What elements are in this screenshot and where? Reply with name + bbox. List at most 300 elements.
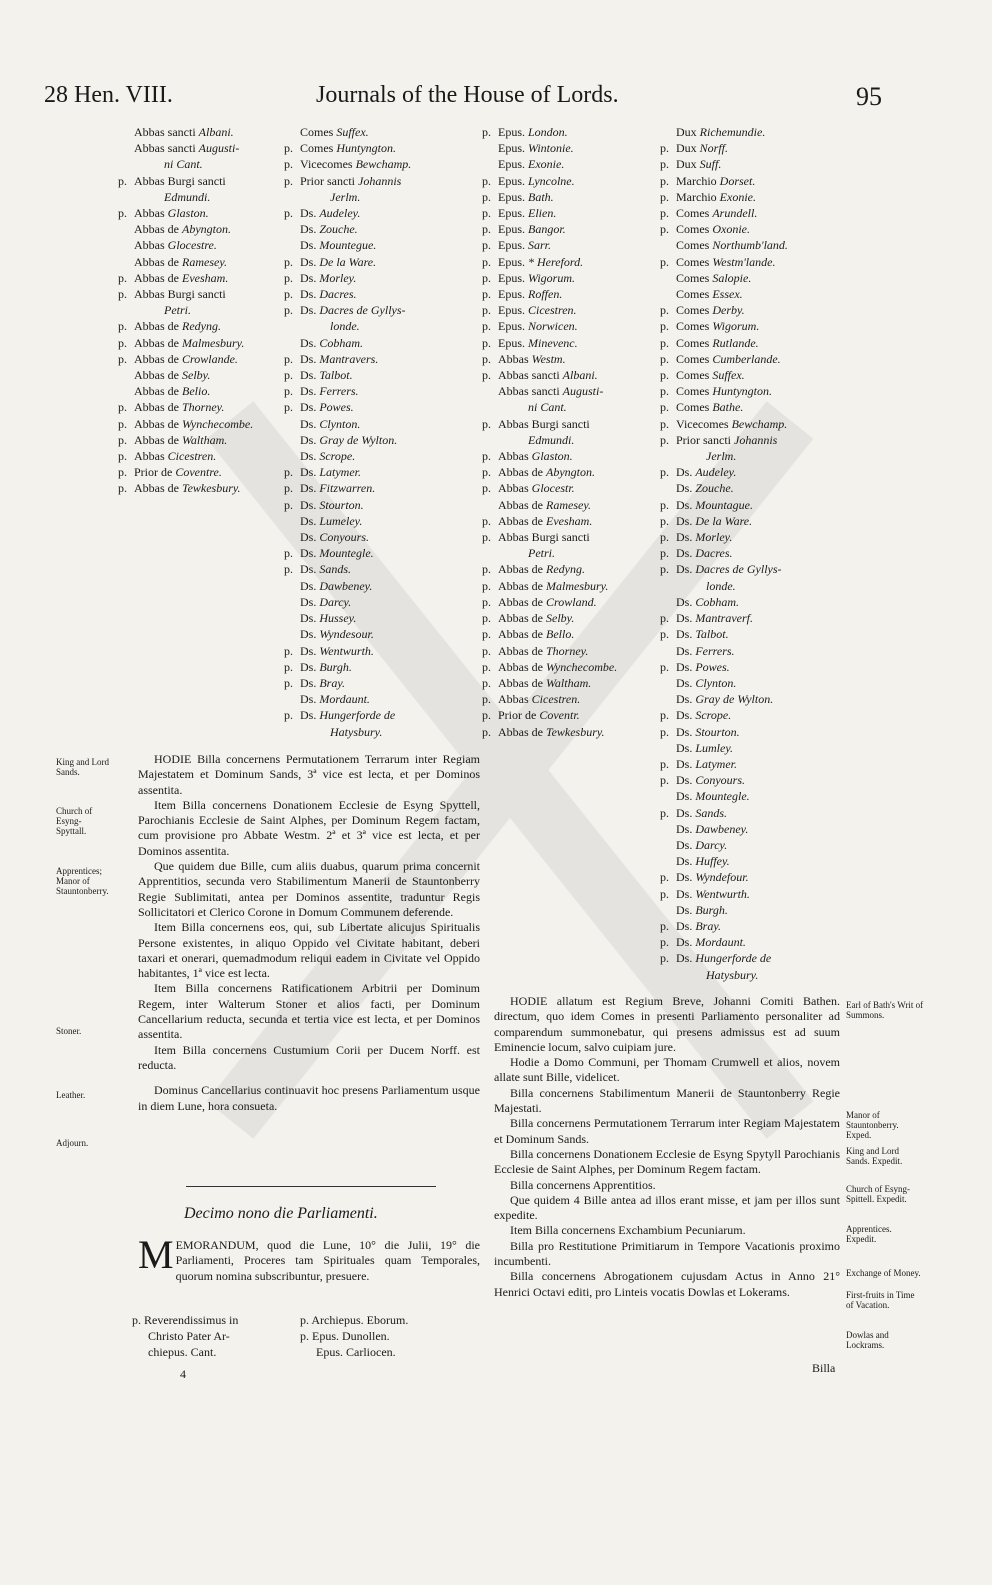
page-number: 95 (856, 82, 882, 111)
present-mark (118, 189, 134, 205)
attendee-line (118, 367, 288, 383)
attendee-line (118, 189, 288, 205)
attendee-name: Scrope. (319, 449, 356, 464)
attendee-title: Abbas de (134, 481, 182, 496)
margin-note: Apprentices; Manor of Stauntonberry. (56, 866, 109, 896)
present-mark (284, 610, 300, 626)
attendee-name: Wentwurth. (695, 886, 750, 901)
attendee-line (482, 497, 657, 513)
attendee-line (118, 124, 288, 140)
attendee-title: Dux (676, 125, 700, 139)
present-mark: p. (118, 465, 127, 480)
attendee-title: Ds. (300, 546, 320, 561)
attendee-name: Thorney. (546, 643, 589, 658)
attendee-line (660, 140, 840, 156)
attendee-line (482, 237, 657, 253)
attendee-line (660, 950, 840, 966)
present-mark (660, 691, 676, 707)
attendee-line (482, 140, 657, 156)
attendee-line (284, 643, 474, 659)
present-mark (660, 675, 676, 691)
attendee-title: Abbas sancti (134, 125, 199, 139)
attendee-title: Comes (676, 270, 713, 285)
present-mark: p. (482, 481, 491, 496)
attendee-line (482, 367, 657, 383)
present-mark: p. (482, 530, 491, 545)
attendee-title: Ds. (300, 465, 320, 480)
attendee-line (284, 124, 474, 140)
attendee-title: Abbas de (498, 724, 546, 739)
attendee-name: Bath. (528, 189, 554, 204)
attendee-title: Ds. (676, 481, 696, 496)
attendee-title: Ds. (676, 594, 696, 609)
attendee-title: Ds. (300, 675, 320, 690)
attendee-title: Abbas de (498, 578, 546, 593)
margin-note: Manor of Stauntonberry. Exped. (846, 1110, 899, 1140)
attendee-name: Powes. (695, 659, 730, 674)
margin-note: Apprentices. Expedit. (846, 1224, 892, 1244)
attendee-line (482, 578, 657, 594)
attendee-title: Ds. (300, 659, 320, 674)
attendee-line (660, 221, 840, 237)
present-mark (482, 432, 498, 448)
attendee-title: Ds. (676, 756, 696, 771)
attendee-name: Wynchecombe. (546, 659, 618, 674)
attendee-title: Comes (300, 141, 337, 156)
attendee-title: Ds. (300, 708, 320, 723)
present-mark (660, 853, 676, 869)
attendee-title: Epus. (498, 270, 528, 285)
attendee-title: Abbas de (134, 335, 182, 350)
attendee-line (482, 432, 657, 448)
present-mark: p. (660, 708, 669, 723)
attendee-title: Abbas de (498, 659, 546, 674)
present-mark: p. (660, 141, 669, 156)
present-mark: p. (660, 254, 669, 269)
attendee-name: Mantravers. (319, 351, 379, 366)
attendee-name: Bangor. (528, 222, 566, 237)
attendee-name: Mountague. (695, 497, 753, 512)
present-mark (482, 140, 498, 156)
attendee-title: Abbas (498, 692, 532, 707)
attendee-line (482, 124, 657, 140)
attendee-name: Ferrers. (695, 643, 735, 658)
attendee-title: Ds. (676, 724, 696, 739)
attendee-name: Huntyngton. (336, 141, 397, 156)
attendee-title: Ds. (676, 530, 696, 545)
present-mark (660, 124, 676, 140)
attendee-name: Essex. (712, 287, 743, 302)
attendee-line (284, 302, 474, 318)
paragraph: HODIE Billa concernens Permutationem Terrarum inter Regiam Majestatem et Dominum Sands, 3ª vice est lecta, et per Dominos assentita. (138, 752, 480, 797)
attendee-line (660, 610, 840, 626)
present-mark (660, 578, 676, 594)
paragraph: HODIE allatum est Regium Breve, Johanni Comiti Bathen. directum, quo idem Comes in presenti Parliamento personaliter ad comparendum summonebatur, qui presens admissus est ad suum Eminencie locum, salvo cuipiam jure. (494, 994, 840, 1054)
attendee-name: Cumberlande. (712, 351, 781, 366)
attendee-line (660, 335, 840, 351)
present-mark: p. (118, 319, 127, 334)
present-mark: p. (660, 368, 669, 383)
present-mark: p. (482, 675, 491, 690)
attendee-title: Abbas de (498, 594, 546, 609)
present-mark: p. (284, 368, 293, 383)
attendee-name: De la Ware. (695, 513, 753, 528)
attendee-line (660, 918, 840, 934)
paragraph: Item Billa concernens eos, qui, sub Libertate alicujus Spiritualis Persone existentes, in aliquo Oppido vel Civitate habitant, deberi taxari et onerari, quemadmodum reliqui eadem in Civitate vel Oppido habitantes, 1ª vice est lecta. (138, 920, 480, 981)
attendee-line (660, 967, 840, 983)
attendee-line (482, 545, 657, 561)
present-mark: p. (118, 335, 127, 350)
attendee-title: Epus. (498, 319, 528, 334)
attendee-line (284, 383, 474, 399)
attendee-line (118, 448, 288, 464)
attendee-line (482, 335, 657, 351)
present-mark: p. (482, 287, 491, 302)
present-mark: p. (482, 189, 491, 204)
attendee-name: Redyng. (182, 319, 221, 334)
present-mark: p. (660, 935, 669, 950)
present-mark: p. (660, 724, 669, 739)
attendee-title: Ds. (676, 513, 696, 528)
attendee-name: Zouche. (695, 481, 734, 496)
attendee-title: Ds. (676, 627, 696, 642)
attendee-name: Johannis (358, 173, 402, 188)
present-mark: p. (482, 724, 491, 739)
present-mark (482, 545, 498, 561)
present-mark: p. (482, 708, 491, 723)
attendee-line (118, 432, 288, 448)
present-mark (482, 399, 498, 415)
present-mark: p. (284, 562, 293, 577)
present-mark: p. (660, 319, 669, 334)
attendee-name: Evesham. (546, 513, 593, 528)
attendee-name: Scrope. (695, 708, 732, 723)
attendee-name: Arundell. (712, 206, 758, 221)
paragraph: Que quidem due Bille, cum aliis duabus, quarum prima concernit Apprentitios, secunda vero Stabilimentum Manerii de Stauntonberry Regie Sublimitati, antea per Dominos assentite, traduntur Regis Sollicitatori et Clerico Corone in Domum Communem deferende. (138, 859, 480, 919)
attendee-name: Norff. (699, 141, 729, 156)
right-body-text (494, 994, 840, 1300)
present-mark (660, 594, 676, 610)
attendee-title: Prior de (498, 708, 540, 723)
present-mark: p. (284, 206, 293, 221)
attendee-name: Wintonie. (528, 141, 574, 156)
present-mark: p. (482, 594, 491, 609)
present-mark: p. (482, 270, 491, 285)
present-mark: p. (118, 432, 127, 447)
attendee-line (482, 254, 657, 270)
attendee-title: Ds. (300, 351, 320, 366)
attendee-name: Oxonie. (712, 222, 750, 237)
present-mark: p. (482, 335, 491, 350)
attendee-title: Epus. (498, 287, 528, 302)
attendee-title: Abbas de (134, 270, 182, 285)
attendee-line (660, 643, 840, 659)
attendee-line (660, 561, 840, 577)
attendee-line (660, 772, 840, 788)
margin-note: Adjourn. (56, 1138, 89, 1148)
attendee-line (118, 351, 288, 367)
present-mark: p. (118, 400, 127, 415)
attendee-name: Thorney. (182, 400, 225, 415)
attendee-line (660, 513, 840, 529)
present-mark: p. (660, 886, 669, 901)
attendee-title: Ds. (676, 935, 696, 950)
attendee-line (284, 513, 474, 529)
present-mark (660, 902, 676, 918)
attendee-title: Ds. (676, 870, 696, 885)
present-mark (284, 724, 300, 740)
present-mark (660, 643, 676, 659)
margin-note: Exchange of Money. (846, 1268, 921, 1278)
attendee-title: Abbas (134, 238, 168, 253)
attendee-name: Westm. (531, 351, 566, 366)
attendee-title: Abbas de (134, 319, 182, 334)
attendee-title: Comes (676, 384, 713, 399)
attendee-title: Ds. (676, 675, 696, 690)
memorandum (138, 1232, 480, 1284)
present-mark: p. (660, 951, 669, 966)
attendee-name: Stourton. (319, 497, 364, 512)
attendee-name: Glaston. (167, 206, 209, 221)
present-mark: p. (660, 530, 669, 545)
attendee-name: Edmundi. (528, 432, 575, 447)
attendee-line (482, 189, 657, 205)
present-mark: p. (118, 449, 127, 464)
attendee-name: Wynchecombe. (182, 416, 254, 431)
attendee-name: Gray de Wylton. (695, 692, 774, 707)
attendee-name: De la Ware. (319, 254, 377, 269)
attendee-title: Abbas de (134, 384, 182, 399)
present-mark: p. (660, 400, 669, 415)
attendee-line (118, 254, 288, 270)
attendee-name: Latymer. (319, 465, 362, 480)
attendee-title: Ds. (676, 740, 696, 755)
attendee-line (660, 237, 840, 253)
list-item: p. Archiepus. Eborum. (300, 1313, 409, 1327)
attendee-title: Ds. (300, 238, 320, 253)
section-rule (186, 1186, 436, 1187)
attendee-name: Morley. (695, 530, 733, 545)
attendee-name: Cicestren. (531, 692, 581, 707)
attendee-name: Talbot. (319, 368, 353, 383)
attendee-line (660, 675, 840, 691)
present-mark: p. (482, 578, 491, 593)
attendee-name: Northumb'land. (712, 238, 788, 253)
attendee-name: Audeley. (319, 206, 361, 221)
attendee-title: Abbas de (134, 351, 182, 366)
left-body-text (138, 752, 480, 1114)
margin-note: Earl of Bath's Writ of Summons. (846, 1000, 924, 1020)
present-mark: p. (284, 643, 293, 658)
attendee-line (482, 643, 657, 659)
attendee-title: Ds. (676, 821, 696, 836)
attendee-name: Hussey. (319, 611, 357, 626)
present-mark (284, 578, 300, 594)
attendee-line (660, 821, 840, 837)
paragraph: Item Billa concernens Ratificationem Arbitrii per Dominum Regem, inter Walterum Stoner et alios facti, per Dominum Cancellarium reducta, secunda et tertia vice est lecta, et per Dominos assentita. (138, 981, 480, 1042)
attendee-title: Epus. (498, 173, 528, 188)
attendee-title: Prior de (134, 465, 176, 480)
attendee-name: Bray. (319, 675, 346, 690)
attendee-line (660, 318, 840, 334)
attendee-name: Augusti- (562, 384, 604, 399)
catchword: Billa (812, 1361, 836, 1375)
attendee-title: Ds. (676, 611, 696, 626)
attendee-name: Clynton. (319, 416, 361, 431)
attendee-title: Ds. (676, 805, 696, 820)
attendee-line (660, 724, 840, 740)
attendee-title: Epus. (498, 157, 528, 172)
attendee-title: Ds. (300, 432, 320, 447)
attendee-title: Abbas de (134, 416, 182, 431)
attendee-name: Dawbeney. (319, 578, 373, 593)
attendee-name: Glocestr. (531, 481, 575, 496)
attendee-title: Ds. (300, 222, 320, 237)
attendee-line (482, 610, 657, 626)
attendee-line (660, 869, 840, 885)
attendee-name: Darcy. (319, 594, 352, 609)
attendee-line (660, 886, 840, 902)
attendee-title: Ds. (300, 481, 320, 496)
list-item: chiepus. Cant. (148, 1345, 217, 1360)
attendee-name: Dacres de Gyllys- (319, 303, 406, 318)
attendee-line (284, 140, 474, 156)
attendee-name: Albani. (198, 125, 234, 139)
present-mark (284, 432, 300, 448)
paragraph: Billa concernens Permutationem Terrarum inter Regiam Majestatem et Dominum Sands. (494, 1116, 840, 1146)
attendee-line (660, 302, 840, 318)
attendee-line (118, 173, 288, 189)
margin-note: King and Lord Sands. Expedit. (846, 1146, 903, 1166)
attendee-line (660, 432, 840, 448)
attendee-line (284, 497, 474, 513)
attendee-name: Suff. (699, 157, 722, 172)
attendee-title: Ds. (676, 918, 696, 933)
header-left: 28 Hen. VIII. (44, 82, 173, 108)
attendee-title: Abbas Burgi sancti (134, 173, 226, 188)
attendee-line (284, 205, 474, 221)
present-mark: p. (660, 513, 669, 528)
present-mark (482, 383, 498, 399)
attendee-line (660, 545, 840, 561)
present-mark: p. (660, 756, 669, 771)
attendee-name: Cobham. (695, 594, 740, 609)
present-mark: p. (482, 222, 491, 237)
attendee-title: Ds. (676, 692, 696, 707)
attendee-name: Waltham. (182, 432, 228, 447)
attendee-title: Comes (676, 238, 713, 253)
attendance-column-1 (118, 124, 288, 497)
attendee-name: Bewchamp. (731, 416, 788, 431)
attendee-title: Ds. (300, 416, 320, 431)
attendee-name: Petri. (528, 546, 555, 561)
attendee-name: * Hereford. (528, 254, 584, 269)
attendee-title: Prior sancti (300, 173, 358, 188)
present-mark: p. (660, 173, 669, 188)
present-mark: p. (660, 222, 669, 237)
present-mark: p. (118, 173, 127, 188)
attendee-name: Cicestren. (528, 303, 577, 318)
attendee-name: Rutlande. (712, 335, 759, 350)
attendee-line (118, 237, 288, 253)
attendee-title: Abbas (498, 351, 532, 366)
present-mark: p. (660, 206, 669, 221)
present-mark: p. (284, 465, 293, 480)
attendee-name: Huffey. (695, 854, 730, 869)
attendee-name: Selby. (546, 611, 575, 626)
attendee-line (660, 254, 840, 270)
present-mark: p. (482, 238, 491, 253)
attendee-line (660, 399, 840, 415)
attendee-title: Abbas (134, 449, 168, 464)
present-mark: p. (284, 708, 293, 723)
attendance-column-3 (482, 124, 657, 740)
attendee-title: Ds. (676, 837, 696, 852)
attendee-name: Dacres. (695, 546, 733, 561)
attendee-name: Bathe. (712, 400, 744, 415)
attendee-name: Cobham. (319, 335, 364, 350)
attendee-title: Ds. (300, 692, 320, 707)
attendee-title: Comes (676, 303, 713, 318)
paragraph: Billa concernens Stabilimentum Manerii de Stauntonberry Regie Majestati. (494, 1085, 840, 1116)
attendee-name: Ramesey. (546, 497, 591, 512)
attendee-name: Minevenc. (528, 335, 578, 350)
attendee-title: Abbas Burgi sancti (134, 287, 226, 302)
attendee-name: Mantraverf. (695, 611, 753, 626)
present-mark: p. (482, 416, 491, 431)
attendee-title: Comes (676, 287, 713, 302)
attendee-name: Malmesbury. (546, 578, 609, 593)
attendee-line (284, 675, 474, 691)
present-mark: p. (482, 303, 491, 318)
present-mark: p. (660, 351, 669, 366)
attendee-line (118, 416, 288, 432)
attendee-name: Talbot. (695, 627, 729, 642)
attendee-title: Abbas de (134, 432, 182, 447)
attendee-title: Ds. (676, 546, 696, 561)
present-mark: p. (660, 627, 669, 642)
attendee-line (660, 367, 840, 383)
present-mark: p. (482, 643, 491, 658)
attendee-title: Ds. (300, 270, 320, 285)
attendee-name: Stourton. (695, 724, 740, 739)
attendee-line (284, 286, 474, 302)
attendee-title: Ds. (676, 902, 696, 917)
attendee-line (660, 124, 840, 140)
attendee-name: Suffex. (712, 368, 745, 383)
list-item: p. Reverendissimus in (132, 1313, 239, 1327)
attendee-line (118, 318, 288, 334)
attendee-title: Epus. (498, 141, 528, 156)
present-mark: p. (482, 562, 491, 577)
present-mark: p. (284, 351, 293, 366)
present-mark: p. (482, 659, 491, 674)
attendee-name: Darcy. (695, 837, 728, 852)
present-mark: p. (660, 546, 669, 561)
present-mark: p. (482, 319, 491, 334)
attendee-name: ni Cant. (164, 157, 203, 172)
attendee-name: Mountegue. (319, 238, 377, 253)
attendee-line (284, 480, 474, 496)
attendee-name: Abyngton. (546, 465, 595, 480)
attendee-line (284, 561, 474, 577)
present-mark: p. (284, 173, 293, 188)
present-mark: p. (118, 287, 127, 302)
attendee-title: Comes (676, 222, 713, 237)
attendee-line (118, 205, 288, 221)
attendee-title: Abbas de (498, 562, 546, 577)
present-mark (118, 156, 134, 172)
